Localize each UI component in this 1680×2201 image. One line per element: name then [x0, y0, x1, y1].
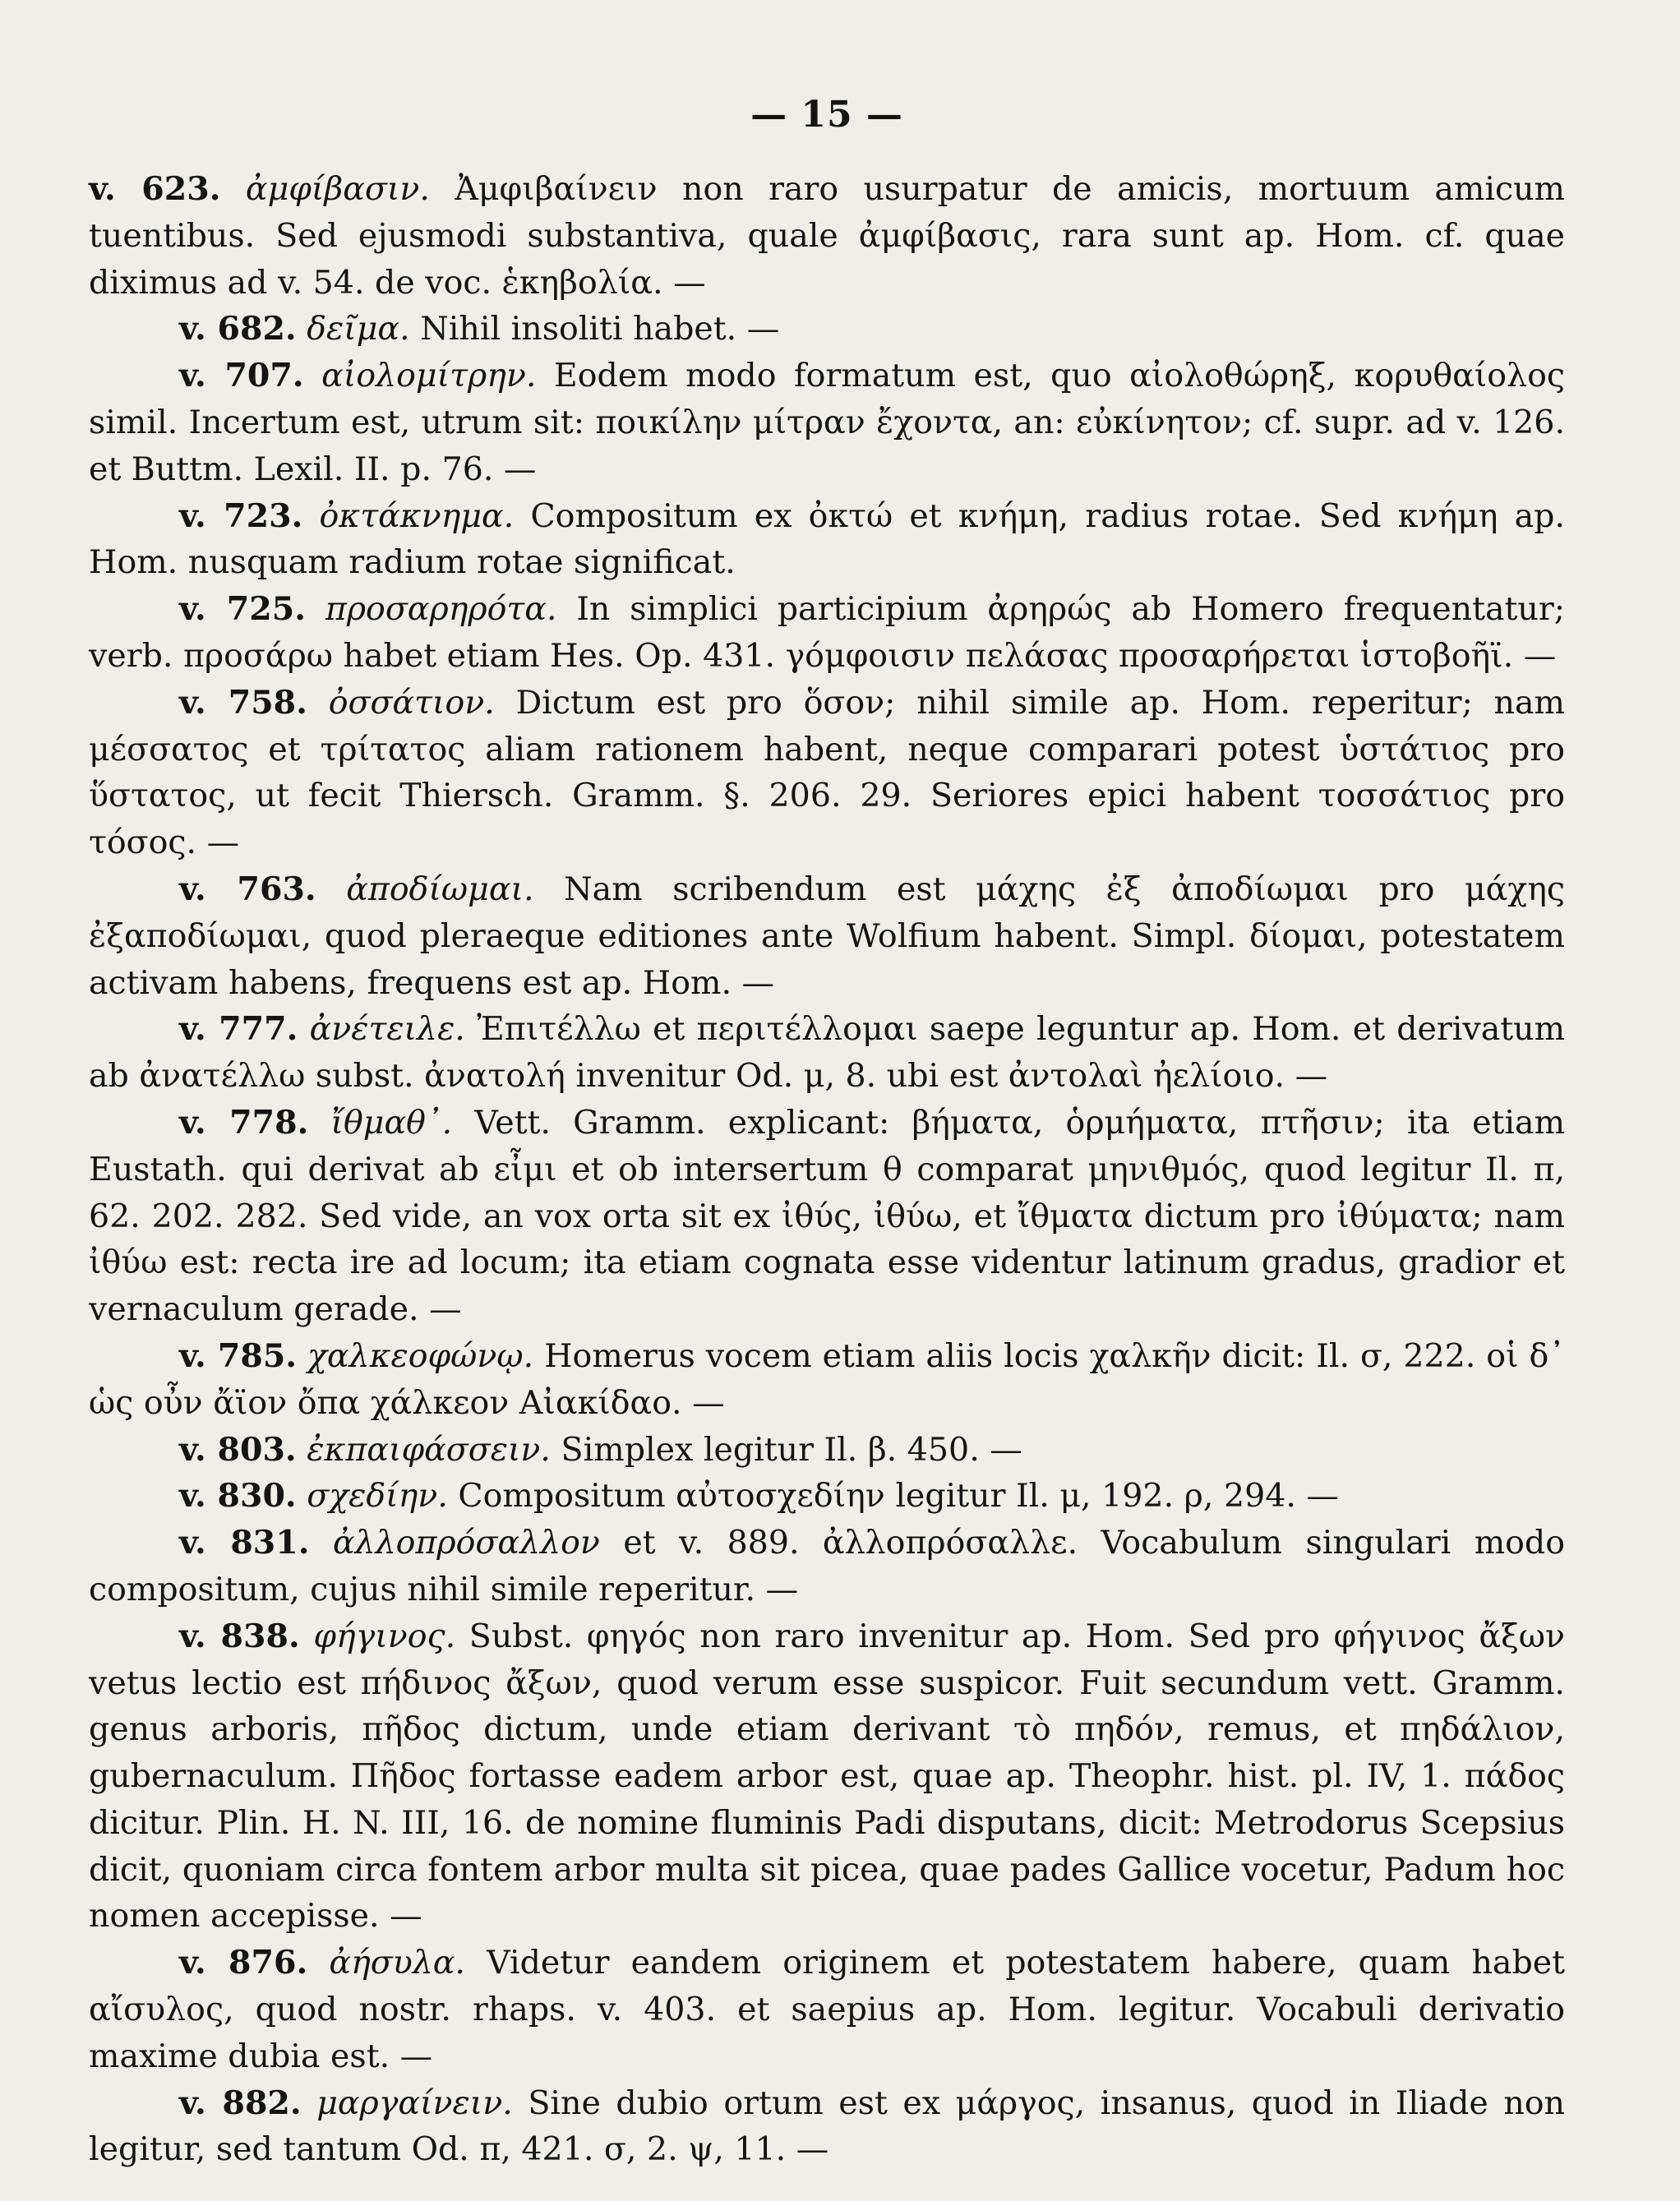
lemma: ἐκπαιφάσσειν. — [307, 1430, 551, 1469]
verse-reference: v. 758. — [179, 683, 307, 722]
lemma: ἀποδίωμαι. — [346, 870, 534, 908]
lemma: ὀκτάκνημα. — [319, 496, 515, 535]
entry-text: Eodem modo formatum est, quo αἰολοθώρηξ, κορυθαίολος simil. Incertum est, utrum sit: ποικίλην μίτραν ἔχοντα, an: εὐκίνητον; cf. supr. ad v. 126. et Buttm. Lexil. II. p. 76. — — [89, 357, 1565, 488]
lemma: ἴθμαθ᾽. — [330, 1103, 453, 1142]
entry — [89, 1473, 1565, 1520]
verse-reference: v. 623. — [89, 170, 221, 208]
entry — [89, 866, 1565, 1006]
verse-reference: v. 763. — [179, 870, 316, 908]
verse-reference: v. 830. — [179, 1477, 297, 1516]
entry — [89, 1333, 1565, 1427]
lemma: ἀμφίβασιν. — [245, 170, 430, 208]
entry — [89, 1613, 1565, 1940]
entry-text: Compositum αὐτοσχεδίην legitur Il. μ, 192. ρ, 294. — — [458, 1477, 1340, 1516]
entry — [89, 1520, 1565, 1613]
lemma: χαλκεοφώνῳ. — [307, 1336, 534, 1375]
entry-text: In simplici participium ἀρηρώς ab Homero frequentatur; verb. προσάρω habet etiam Hes. Op. 431. γόμφοισιν πελάσας προσαρήρεται ἱστοβοῆϊ. — — [89, 590, 1566, 675]
lemma: μαργαίνειν. — [316, 2083, 513, 2122]
entry-text: Simplex legitur Il. β. 450. — — [561, 1430, 1022, 1469]
verse-reference: v. 778. — [179, 1103, 309, 1142]
verse-reference: v. 803. — [179, 1430, 297, 1469]
entry-text: Videtur eandem originem et potestatem habere, quam habet αἴσυλος, quod nostr. rhaps. v. 403. et saepius ap. Hom. legitur. Vocabuli derivatio maxime dubia est. — — [89, 1944, 1566, 2075]
lemma: ἀήσυλα. — [329, 1944, 465, 1982]
entry — [89, 1100, 1565, 1333]
verse-reference: v. 777. — [179, 1010, 298, 1049]
lemma: δεῖμα. — [307, 310, 410, 348]
verse-reference: v. 882. — [179, 2083, 302, 2122]
entry — [89, 353, 1565, 492]
lemma: σχεδίην. — [307, 1477, 448, 1516]
entry — [89, 2080, 1565, 2174]
entry-text: Dictum est pro ὅσον; nihil simile ap. Hom. reperitur; nam μέσσατος et τρίτατος aliam rationem habent, neque comparari potest ὑστάτιος pro ὕστατος, ut fecit Thiersch. Gramm. §. 206. 29. Seriores epici habent τοσσάτιος pro τόσος. — — [89, 683, 1565, 862]
verse-reference: v. 876. — [179, 1944, 308, 1982]
entry-text: Sine dubio ortum est ex μάργος, insanus, quod in Iliade non legitur, sed tantum Od. π, 421. σ, 2. ψ, 11. — — [89, 2083, 1566, 2169]
verse-reference: v. 682. — [179, 310, 297, 348]
lemma: αἰολομίτρην. — [321, 357, 537, 395]
entry — [89, 1427, 1565, 1474]
entry-text: Ἐπιτέλλω et περιτέλλομαι saepe leguntur ap. Hom. et derivatum ab ἀνατέλλω subst. ἀνατολή invenitur Od. μ, 8. ubi est ἀντολαὶ ἠελίοιο. — — [89, 1010, 1566, 1096]
entry-text: et v. 889. ἀλλοπρόσαλλε. Vocabulum singulari modo compositum, cujus nihil simile reperitur. — — [89, 1524, 1566, 1608]
entry-text: Homerus vocem etiam aliis locis χαλκῆν dicit: Il. σ, 222. οἱ δ᾽ ὡς οὖν ἄϊον ὄπα χάλκεον Αἰακίδαο. — — [89, 1336, 1565, 1422]
verse-reference: v. 838. — [179, 1617, 300, 1655]
lemma: φήγινος. — [313, 1617, 456, 1655]
commentary-entries — [89, 166, 1565, 2173]
entry — [89, 1006, 1565, 1100]
lemma: ἀνέτειλε. — [309, 1010, 465, 1049]
page-number — [89, 94, 1565, 136]
entry — [89, 586, 1565, 680]
entry-text: Nihil insoliti habet. — — [420, 310, 780, 348]
verse-reference: v. 723. — [179, 496, 303, 535]
entry-text: Subst. φηγός non raro invenitur ap. Hom. Sed pro φήγινος ἄξων vetus lectio est πήδινος ἄξων, quod verum esse suspicor. Fuit secundum vett. Gramm. genus arboris, πῆδος dictum, unde etiam derivant τὸ πηδόν, remus, et πηδάλιον, gubernaculum. Πῆδος fortasse eadem arbor est, quae ap. Theophr. hist. pl. IV, 1. πάδος dicitur. Plin. H. N. III, 16. de nomine fluminis Padi disputans, dicit: Metrodorus Scepsius dicit, quoniam circa fontem arbor multa sit picea, quae pades Gallice vocetur, Padum hoc nomen accepisse. — — [89, 1617, 1566, 1936]
entry — [89, 1940, 1565, 2079]
lemma: προσαρηρότα. — [325, 590, 557, 629]
lemma: ὀσσάτιον. — [328, 683, 495, 722]
entry-text: Vett. Gramm. explicant: βήματα, ὁρμήματα, πτῆσιν; ita etiam Eustath. qui derivat ab εἶμι et ob intersertum θ comparat μηνιθμός, quod legitur Il. π, 62. 202. 282. Sed vide, an vox orta sit ex ἰθύς, ἰθύω, et ἴθματα dictum pro ἰθύματα; nam ἰθύω est: recta ire ad locum; ita etiam cognata esse videntur latinum gradus, gradior et vernaculum gerade. — — [89, 1103, 1566, 1329]
verse-reference: v. 725. — [179, 590, 306, 629]
verse-reference: v. 707. — [179, 357, 304, 395]
verse-reference: v. 831. — [179, 1524, 310, 1562]
entry-text: Ἀμφιβαίνειν non raro usurpatur de amicis, mortuum amicum tuentibus. Sed ejusmodi substantiva, quale ἀμφίβασις, rara sunt ap. Hom. cf. quae diximus ad v. 54. de voc. ἑκηβολία. — — [89, 170, 1566, 302]
verse-reference: v. 785. — [179, 1336, 298, 1375]
entry — [89, 493, 1565, 587]
entry — [89, 680, 1565, 866]
page-number-text: — 15 — — [750, 94, 903, 136]
entry — [89, 306, 1565, 353]
entry-text: Compositum ex ὀκτώ et κνήμη, radius rotae. Sed κνήμη ap. Hom. nusquam radium rotae significat. — [89, 496, 1565, 582]
lemma: ἀλλοπρόσαλλον — [332, 1524, 600, 1562]
entry-text: Nam scribendum est μάχης ἐξ ἀποδίωμαι pro μάχης ἐξαποδίωμαι, quod pleraeque editiones ante Wolfium habent. Simpl. δίομαι, potestatem activam habens, frequens est ap. Hom. — — [89, 870, 1566, 1002]
entry — [89, 166, 1565, 306]
